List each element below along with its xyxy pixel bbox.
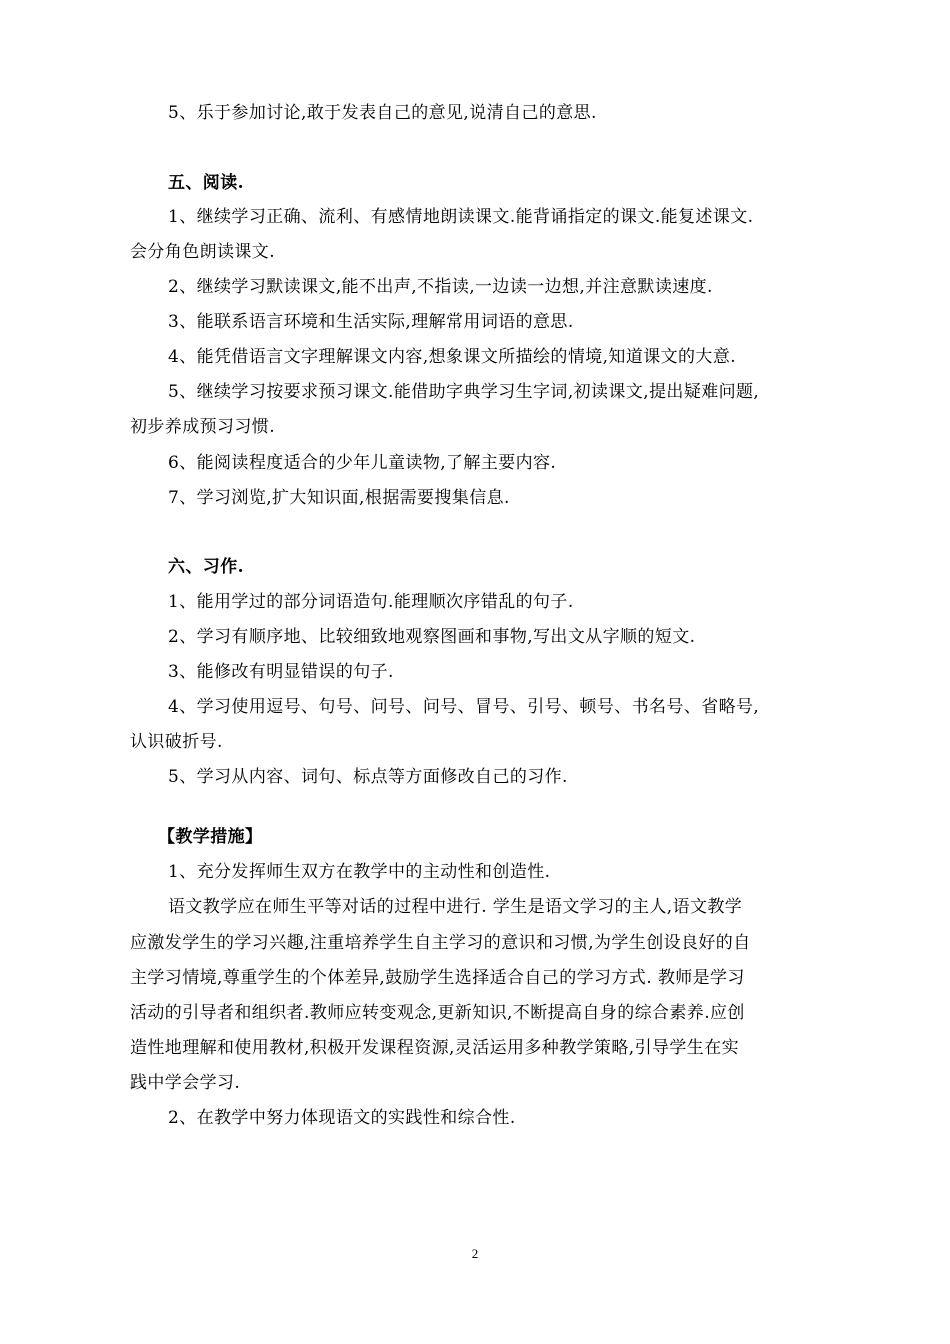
- text-line: 初步养成预习习惯.: [130, 417, 276, 437]
- text-line: 2、在教学中努力体现语文的实践性和综合性.: [168, 1108, 516, 1128]
- text-line: 5、继续学习按要求预习课文.能借助字典学习生字词,初读课文,提出疑难问题,: [168, 382, 760, 402]
- text-line: 5、乐于参加讨论,敢于发表自己的意见,说清自己的意思.: [168, 103, 597, 123]
- text-line: 1、继续学习正确、流利、有感情地朗读课文.能背诵指定的课文.能复述课文.: [168, 207, 754, 227]
- text-line: 语文教学应在师生平等对话的过程中进行. 学生是语文学习的主人,语文教学: [168, 897, 743, 917]
- page-number: 2: [471, 1246, 479, 1261]
- text-line: 2、继续学习默读课文,能不出声,不指读,一边读一边想,并注意默读速度.: [168, 277, 713, 297]
- text-line: 认识破折号.: [130, 732, 223, 752]
- text-line: 造性地理解和使用教材,积极开发课程资源,灵活运用多种教学策略,引导学生在实: [130, 1038, 740, 1058]
- text-line: 应激发学生的学习兴趣,注重培养学生自主学习的意识和习惯,为学生创设良好的自: [130, 933, 751, 953]
- section-heading-writing: 六、习作.: [168, 557, 244, 577]
- text-line: 会分角色朗读课文.: [130, 242, 276, 262]
- text-line: 1、能用学过的部分词语造句.能理顺次序错乱的句子.: [168, 592, 574, 612]
- text-line: 2、学习有顺序地、比较细致地观察图画和事物,写出文从字顺的短文.: [168, 627, 696, 647]
- text-line: 7、学习浏览,扩大知识面,根据需要搜集信息.: [168, 488, 510, 508]
- text-line: 3、能修改有明显错误的句子.: [168, 662, 394, 682]
- text-line: 1、充分发挥师生双方在教学中的主动性和创造性.: [168, 862, 551, 882]
- text-line: 3、能联系语言环境和生活实际,理解常用词语的意思.: [168, 312, 574, 332]
- text-line: 4、能凭借语言文字理解课文内容,想象课文所描绘的情境,知道课文的大意.: [168, 347, 737, 367]
- text-line: 6、能阅读程度适合的少年儿童读物,了解主要内容.: [168, 453, 557, 473]
- text-line: 践中学会学习.: [130, 1073, 241, 1093]
- text-line: 5、学习从内容、词句、标点等方面修改自己的习作.: [168, 767, 568, 787]
- section-heading-reading: 五、阅读.: [168, 173, 244, 193]
- section-heading-teaching-measures: 【教学措施】: [158, 827, 263, 847]
- text-line: 主学习情境,尊重学生的个体差异,鼓励学生选择适合自己的学习方式. 教师是学习: [130, 968, 745, 988]
- text-line: 活动的引导者和组织者.教师应转变观念,更新知识,不断提高自身的综合素养.应创: [130, 1003, 745, 1023]
- text-line: 4、学习使用逗号、句号、问号、问号、冒号、引号、顿号、书名号、省略号,: [168, 697, 760, 717]
